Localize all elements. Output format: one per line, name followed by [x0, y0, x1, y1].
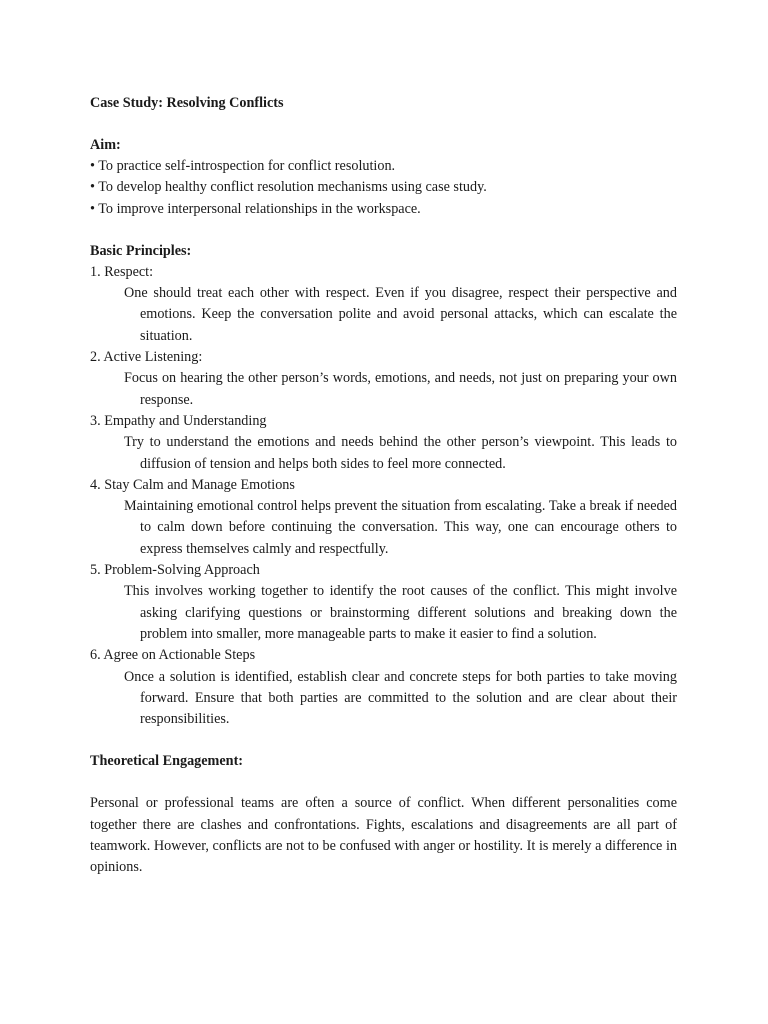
principle-description: Once a solution is identified, establish clear and concrete steps for both parties to take moving forward. Ensure that both parties are committed to the solution and are clear about their responsibilities. [124, 668, 677, 728]
spacer [90, 772, 677, 793]
spacer [90, 220, 677, 241]
principle-title: 3. Empathy and Understanding [90, 412, 267, 429]
aim-section [90, 135, 677, 220]
principle-title: 5. Problem-Solving Approach [90, 562, 260, 579]
principle-description: One should treat each other with respect. Even if you disagree, respect their perspective and emotions. Keep the conversation polite and avoid personal attacks, which can escalate the situation. [124, 285, 677, 344]
principle-title: 6. Agree on Actionable Steps [90, 647, 256, 664]
principle-description: Maintaining emotional control helps prevent the situation from escalating. Take a break if needed to calm down before continuing the conversation. This way, one can encourage others to express themselves calmly and respectfully. [124, 498, 677, 557]
spacer [90, 114, 677, 135]
aim-bullet: • To improve interpersonal relationships in the workspace. [90, 200, 421, 217]
aim-heading: Aim: [90, 137, 121, 153]
theory-section [90, 751, 677, 878]
principle-title: 4. Stay Calm and Manage Emotions [90, 476, 295, 493]
document-page [90, 93, 677, 879]
aim-bullet: • To develop healthy conflict resolution mechanisms using case study. [90, 179, 487, 196]
principle-description: Focus on hearing the other person’s words, emotions, and needs, not just on preparing your own response. [124, 370, 677, 408]
principle-title: 1. Respect: [90, 263, 154, 280]
theory-heading: Theoretical Engagement: [90, 753, 244, 770]
principle-description: Try to understand the emotions and needs behind the other person’s viewpoint. This leads to diffusion of tension and helps both sides to feel more connected. [124, 434, 677, 472]
principles-heading: Basic Principles: [90, 242, 192, 259]
principle-description: This involves working together to identify the root causes of the conflict. This might involve asking clarifying questions or brainstorming different solutions and breaking down the problem into smaller, more manageable parts to make it easier to find a solution. [124, 583, 677, 642]
document-title: Case Study: Resolving Conflicts [90, 95, 284, 111]
theory-paragraph: Personal or professional teams are often a source of conflict. When different personalities come together there are clashes and confrontations. Fights, escalations and disagreements are all part of teamwork. However, conflicts are not to be confused with anger or hostility. It is merely a difference in opinions. [90, 795, 677, 876]
principles-section [90, 241, 677, 731]
spacer [90, 730, 677, 751]
aim-bullet: • To practice self-introspection for conflict resolution. [90, 158, 396, 174]
principle-title: 2. Active Listening: [90, 349, 203, 366]
